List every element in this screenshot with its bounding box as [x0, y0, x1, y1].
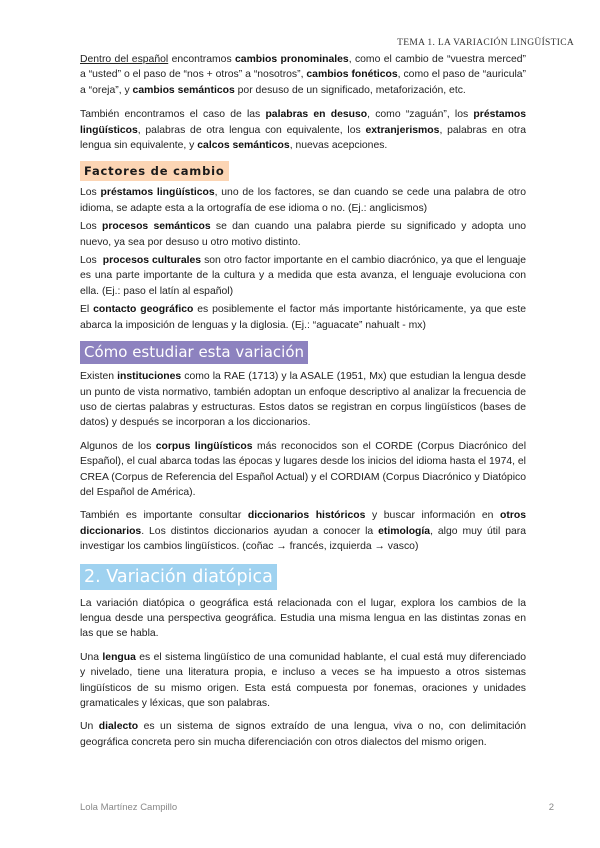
term-cambios-foneticos: cambios fonéticos [306, 69, 398, 81]
term-calcos-semanticos: calcos semánticos [197, 140, 290, 152]
paragraph-lengua: Una lengua es el sistema lingüístico de una comunidad hablante, el cual está muy diferenciado y nivelado, tiene una literatura propia, e incluso a veces se ha impuesto a otros sistemas lingüísticos de su mismo origen. Esta está compuesta por fonemas, oraciones y unidades gramaticales y léxicas, que son palabras. [80, 651, 527, 709]
paragraph-cambios-espanol: Dentro del español encontramos cambios pronominales, como el cambio de “vuestra merced” a “usted” o el paso de “nos + otros” a “nosotros”, cambios fonéticos, como el paso de “auricula” a “oreja”, y cambios semánticos por desuso de un significado, metaforización, etc. [80, 54, 527, 96]
paragraph-contacto-geografico: El contacto geográfico es posiblemente el factor más importante históricamente, ya que este abarca la imposición de lenguas y la diglosia. (Ej.: “aguacate” nahualt - mx) [80, 304, 526, 331]
term-prestamos-linguisticos: préstamos lingüísticos [80, 109, 526, 136]
section-heading-como-estudiar: Cómo estudiar esta variación [80, 341, 308, 364]
paragraph-variacion-diatopica: La variación diatópica o geográfica está relacionada con el lugar, explora los cambios de la lengua desde una perspectiva geográfica. Estudia una misma lengua en las distintas zonas en las que se habla. [80, 597, 526, 640]
paragraph-diccionarios: También es importante consultar diccionarios históricos y buscar información en otros diccionarios. Los distintos diccionarios ayudan a conocer la etimología, algo muy útil para investigar los cambios lingüísticos. (coñac → francés, izquierda → vasco) [80, 510, 526, 553]
paragraph-procesos-semanticos: Los procesos semánticos se dan cuando una palabra pierde su significado y adopta uno nuevo, ya sea por desuso u otro motivo distinto. [80, 221, 526, 248]
term-prestamos: préstamos lingüísticos [100, 187, 215, 199]
term-procesos-semanticos: procesos semánticos [102, 221, 211, 233]
term-cambios-semanticos: cambios semánticos [132, 84, 235, 96]
footer-author: Lola Martínez Campillo [80, 802, 178, 813]
paragraph-palabras-desuso: También encontramos el caso de las palabras en desuso, como “zaguán”, los préstamos lingüísticos, palabras de otra lengua con equivalente, los extranjerismos, palabras en otra lengua sin equivalente, y calcos semánticos, nuevas acepciones. [80, 109, 526, 152]
term-corpus-linguisticos: corpus lingüísticos [155, 440, 253, 452]
paragraph-corpus: Algunos de los corpus lingüísticos más reconocidos son el CORDE (Corpus Diacrónico del Español), el cual abarca todas las épocas y lugares desde los inicios del idioma hasta el 1974, el CREA (Corpus de Referencia del Español Actual) y el CORDIAM (Corpus Diacrónico y Diatópico del Español de América). [80, 440, 526, 498]
term-dialecto: dialecto [98, 721, 139, 733]
term-contacto-geografico: contacto geográfico [93, 304, 194, 316]
term-extranjerismos: extranjerismos [365, 124, 440, 136]
term-procesos-culturales: procesos culturales [102, 255, 202, 267]
page-number: 2 [548, 802, 554, 813]
paragraph-dialecto: Un dialecto es un sistema de signos extraído de una lengua, viva o no, con delimitación geográfica concreta pero sin mucha diferenciación con otros dialectos del mismo origen. [80, 721, 526, 748]
underlined-phrase: Dentro del español [80, 54, 169, 65]
term-instituciones: instituciones [117, 371, 182, 383]
document-body [80, 52, 526, 750]
section-heading-variacion-diatopica: 2. Variación diatópica [80, 564, 277, 590]
paragraph-prestamos: Los préstamos lingüísticos, uno de los factores, se dan cuando se cede una palabra de otro idioma, se adapte esta a la ortografía de ese idioma o no. (Ej.: anglicismos) [80, 187, 527, 214]
term-palabras-desuso: palabras en desuso [265, 109, 368, 121]
term-etimologia: etimología [378, 525, 431, 537]
paragraph-instituciones: Existen instituciones como la RAE (1713) y la ASALE (1951, Mx) que estudian la lengua desde un punto de vista normativo, también adoptan un enfoque descriptivo al analizar la frecuencia de uso de ciertas palabras y estructuras. Estos datos se registran en corpus lingüísticos (bases de datos) y después se incorporan a los diccionarios. [80, 371, 526, 429]
term-cambios-pronominales: cambios pronominales [235, 54, 349, 65]
running-header: TEMA 1. LA VARIACIÓN LINGÜÍSTICA [397, 38, 574, 48]
term-diccionarios-historicos: diccionarios históricos [247, 510, 366, 522]
paragraph-procesos-culturales: Los procesos culturales son otro factor importante en el cambio diacrónico, ya que el lenguaje es una parte importante de la cultura y a medida que esta avanza, el lenguaje evoluciona con ella. (Ej.: paso el latín al español) [80, 255, 526, 297]
term-otros-diccionarios: otros diccionarios [80, 510, 526, 537]
section-heading-factores: Factores de cambio [80, 161, 229, 181]
term-lengua: lengua [102, 651, 136, 663]
